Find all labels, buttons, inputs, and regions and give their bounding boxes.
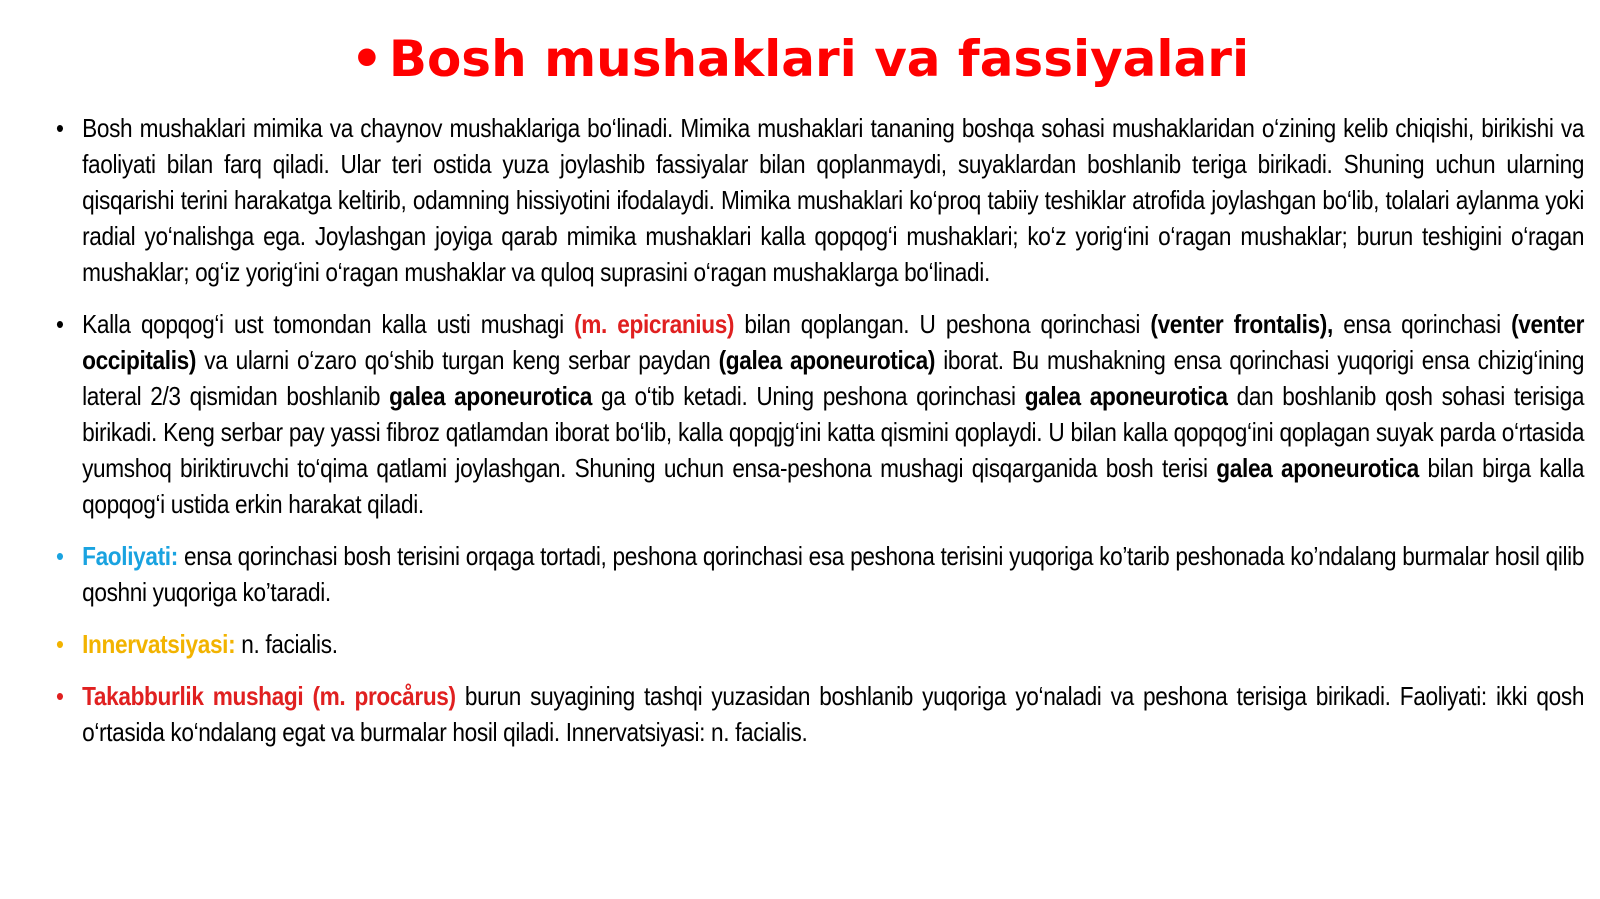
epicranius-text: va ularni o‘zaro qo‘shib turgan keng serbar paydan — [196, 345, 719, 375]
epicranius-text: bilan qoplangan. U peshona qorinchasi — [734, 309, 1151, 339]
term-galea-aponeurotica: (galea aponeurotica) — [718, 345, 936, 375]
function-label: Faoliyati: — [82, 541, 178, 571]
innervation-label: Innervatsiyasi: — [82, 629, 236, 659]
bullet: • — [56, 629, 64, 659]
bullet: • — [56, 681, 64, 711]
innervation-text: n. facialis. — [235, 629, 338, 659]
paragraph-procerus — [56, 678, 1584, 750]
term-venter-occipitalis: (venter occipitalis) — [82, 309, 1585, 375]
paragraph-epicranius — [56, 306, 1584, 522]
term-galea-aponeurotica: galea aponeurotica — [389, 381, 593, 411]
term-galea-aponeurotica: galea aponeurotica — [1024, 381, 1228, 411]
overview-text: Bosh mushaklari mimika va chaynov mushaklariga bo‘linadi. Mimika mushaklari tananing boshqa sohasi mushaklaridan o‘zining kelib chiqishi, birikishi va faoliyati bilan farq qiladi. Ular teri ostida yuza joylashib fassiyalar bilan qoplanmaydi, suyaklardan boshlanib teriga birikadi. Shuning uchun ularning qisqarishi terini harakatga keltirib, odamning hissiyotini ifodalaydi. Mimika mushaklari ko‘proq tabiiy teshiklar atrofida joylashgan bo‘lib, tolalari aylanma yoki radial yo‘nalishga ega. Joylashgan joyiga qarab mimika mushaklari kalla qopqog‘i mushaklari; ko‘z yorig‘ini o‘ragan mushaklar; burun teshigini o‘ragan mushaklar; og‘iz yorig‘ini o‘ragan mushaklar va quloq suprasini o‘ragan mushaklarga bo‘linadi. — [82, 113, 1585, 287]
epicranius-text: iborat. Bu mushakning ensa qorinchasi yuqorigi ensa chizig‘ining lateral 2/3 qismidan boshlanib — [82, 345, 1585, 411]
slide-content — [56, 110, 1585, 766]
title-text: Bosh mushaklari va fassiyalari — [388, 30, 1250, 88]
procerus-text: burun suyagining tashqi yuzasidan boshlanib yuqoriga yo‘naladi va peshona terisiga birikadi. Faoliyati: ikki qosh o‘rtasida ko‘ndalang egat va burmalar hosil qiladi. Innervatsiyasi: n. facialis. — [82, 681, 1585, 747]
bullet: • — [56, 541, 64, 571]
term-venter-frontalis: (venter frontalis), — [1150, 309, 1333, 339]
paragraph-function — [56, 538, 1584, 610]
epicranius-text: dan boshlanib qosh sohasi terisiga birikadi. Keng serbar pay yassi fibroz qatlamdan iborat bo‘lib, kalla qopqjg‘ini katta qismini qoplaydi. U bilan kalla qopqog‘ini qoplagan suyak parda o‘rtasida yumshoq biriktiruvchi to‘qima qatlami joylashgan. Shuning uchun ensa-peshona mushagi qisqarganida bosh terisi — [82, 381, 1585, 483]
title-bullet: • — [350, 30, 383, 88]
function-text: ensa qorinchasi bosh terisini orqaga tortadi, peshona qorinchasi esa peshona terisini yuqoriga ko’tarib peshonada ko’ndalang burmalar hosil qilib qoshni yuqoriga ko’taradi. — [82, 541, 1585, 607]
term-galea-aponeurotica: galea aponeurotica — [1216, 453, 1419, 483]
bullet: • — [56, 113, 64, 143]
term-epicranius: (m. epicranius) — [574, 309, 735, 339]
procerus-label: Takabburlik mushagi (m. procårus) — [82, 681, 456, 711]
slide-title — [0, 26, 1600, 92]
epicranius-text: ensa qorinchasi — [1332, 309, 1512, 339]
bullet: • — [56, 309, 64, 339]
epicranius-text: ga o‘tib ketadi. Uning peshona qorinchasi — [592, 381, 1025, 411]
epicranius-text: bilan birga kalla qopqog‘i ustida erkin harakat qiladi. — [82, 453, 1585, 519]
paragraph-innervation — [56, 626, 1584, 662]
paragraph-overview — [56, 110, 1584, 290]
epicranius-text: Kalla qopqog‘i ust tomondan kalla usti mushagi — [82, 309, 575, 339]
